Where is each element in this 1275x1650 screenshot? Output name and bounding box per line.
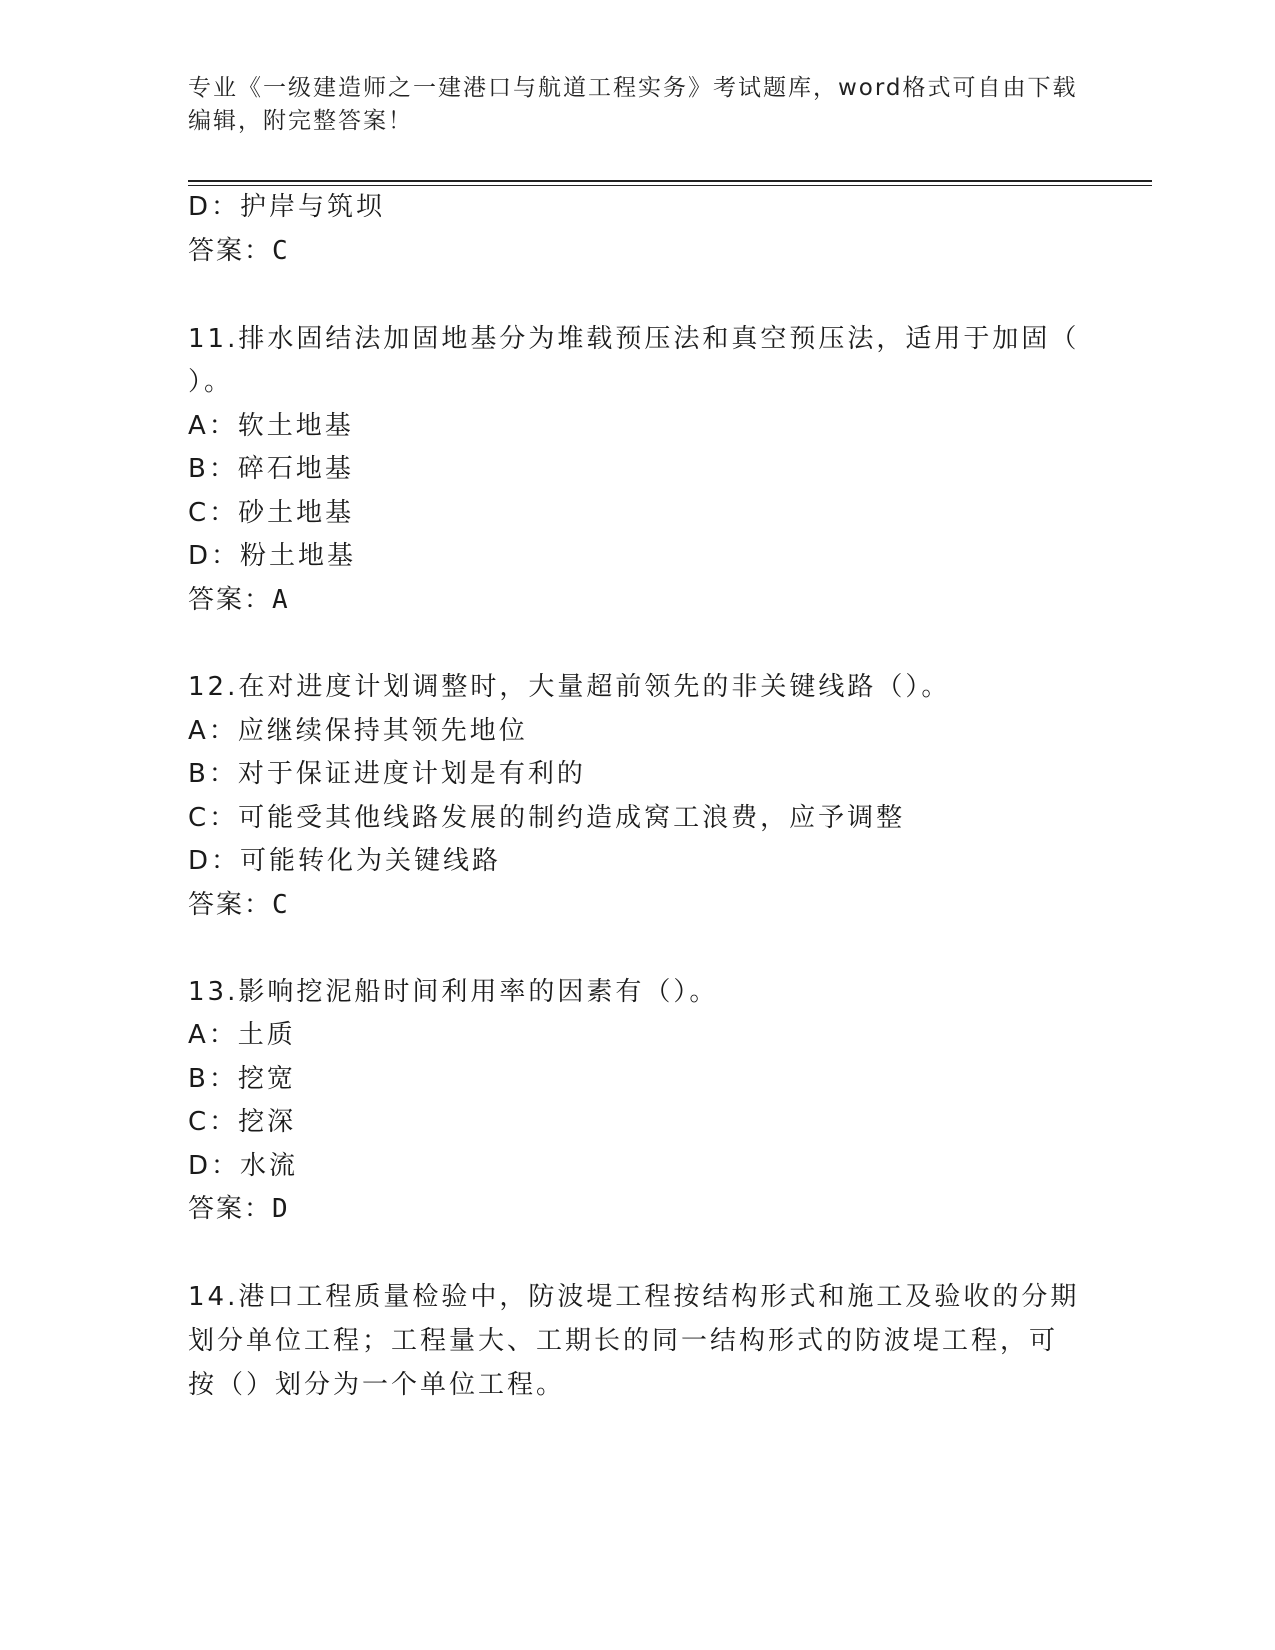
q14-stem-line-2: 划分单位工程；工程量大、工期长的同一结构形式的防波堤工程，可 [188, 1326, 1059, 1356]
q13-answer [188, 1188, 290, 1225]
q12-option-d: D：可能转化为关键线路 [188, 846, 502, 876]
answer-value: C [272, 890, 290, 920]
header-divider-thick [188, 180, 1152, 182]
answer-value: C [272, 236, 290, 266]
q12-stem-line-1: 12.在对进度计划调整时，大量超前领先的非关键线路（）。 [188, 672, 951, 702]
answer-label: 答案： [188, 236, 273, 266]
q13-option-c: C：挖深 [188, 1107, 297, 1137]
answer-label: 答案： [188, 890, 273, 920]
prev-option-d: D：护岸与筑坝 [188, 192, 386, 222]
q11-stem-line-2: ）。 [188, 367, 234, 397]
q11-answer [188, 579, 290, 616]
q12-answer [188, 884, 290, 921]
q12-option-b: B：对于保证进度计划是有利的 [188, 759, 586, 789]
q14-stem-line-3: 按（）划分为一个单位工程。 [188, 1370, 566, 1400]
q13-option-d: D：水流 [188, 1151, 299, 1181]
q11-option-b: B：碎石地基 [188, 454, 354, 484]
q11-option-c: C：砂土地基 [188, 498, 355, 528]
header-line-2: 编辑，附完整答案！ [188, 108, 413, 134]
header-line-1: 专业《一级建造师之一建港口与航道工程实务》考试题库，word格式可自由下载 [188, 75, 1078, 101]
q14-stem-line-1: 14.港口工程质量检验中，防波堤工程按结构形式和施工及验收的分期 [188, 1282, 1080, 1312]
document-header [188, 72, 1088, 138]
q13-stem-line-1: 13.影响挖泥船时间利用率的因素有（）。 [188, 977, 719, 1007]
q11-option-a: A：软土地基 [188, 411, 354, 441]
q12-option-a: A：应继续保持其领先地位 [188, 716, 528, 746]
q11-stem-line-1: 11.排水固结法加固地基分为堆载预压法和真空预压法，适用于加固（ [188, 324, 1080, 354]
q11-option-d: D：粉土地基 [188, 541, 357, 571]
answer-label: 答案： [188, 1194, 273, 1224]
q12-option-c: C：可能受其他线路发展的制约造成窝工浪费，应予调整 [188, 803, 906, 833]
answer-value: D [272, 1194, 290, 1224]
prev-answer [188, 230, 290, 267]
q13-option-b: B：挖宽 [188, 1064, 296, 1094]
answer-label: 答案： [188, 585, 273, 615]
answer-value: A [272, 585, 290, 615]
q13-option-a: A：土质 [188, 1020, 296, 1050]
